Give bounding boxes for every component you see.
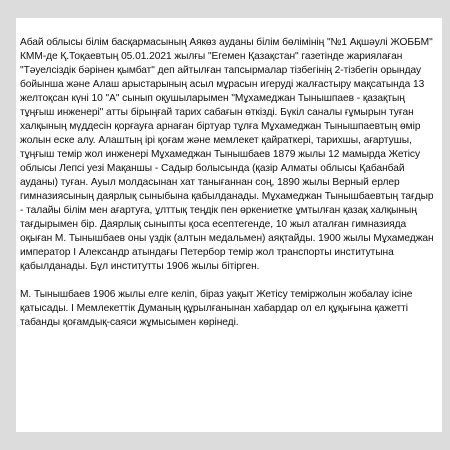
paragraph-1: Абай облысы білім басқармасының Аякөз ауданы білім бөлімінің "№1 Ақшәулі ЖОББМ" КММ-де Қ.Тоқаевтың 05.01.2021 жылғы "Егемен Қазақстан" газетінде жариялаған "Тәуелсіздік бәрінен қымбат" деп айтылған тапсырмалар тізбегінің 2-тізбегін орындау бойынша және Алаш арыстарының асыл мұрасын игеруді жалғастыру мақсатында 13 желтоқсан күні 10 "А" сынып оқушыларымен "Мұхамеджан Тынышпаев - қазақтың тұңғыш инженері" атты бірыңғай тарих сабағын өткізді. Бүкіл саналы ғұмырын туған халқының мүддесін қорғауға арнаған біртуар тұлға Мұхамеджан Тынышпаевтың өмір жолын еске алу. Алаштың ірі қоғам және мемлекет қайраткері, тарихшы, ағартушы, тұңғыш темір жол инженері Мұхамеджан Тынышбаев 1879 жылы 12 мамырда Жетісу облысы Лепсі уезі Мақаншы - Садыр болысында (қазір Алматы облысы Қабанбай ауданы) туған. Ауыл молдасынан хат танығаннан соң, 1890 жылы Верный ерлер гимназиясының даярлық сыныбына қабылданады. Мұхамеджан Тынышбаевтың тағдыр - талайы білім мен ағартуға, ұлттық теңдік пен өркениетке ұмтылған қазақ халқының тағдырымен бір. Даярлық сыныпты қоса есептегенде, 10 жыл аталған гимназияда оқыған М. Тынышбаев оны үздік (алтын медальмен) аяқтайды. 1900 жылы Мұхамеджан император І Александр атындағы Петербор темір жол транспорты институтына қабылданады. Бұл институтты 1906 жылы бітірген. (20, 37, 434, 272)
document-body (16, 36, 434, 330)
document-page (16, 18, 442, 432)
paragraph-2: М. Тынышбаев 1906 жылы елге келіп, біраз уақыт Жетісу теміржолын жобалау ісіне қатысады. І Мемлекеттік Думаның құрылғанынан хабардар ол ел құқығына қажетті табанды қоғамдық-саяси жұмысымен көрінеді. (20, 289, 413, 328)
